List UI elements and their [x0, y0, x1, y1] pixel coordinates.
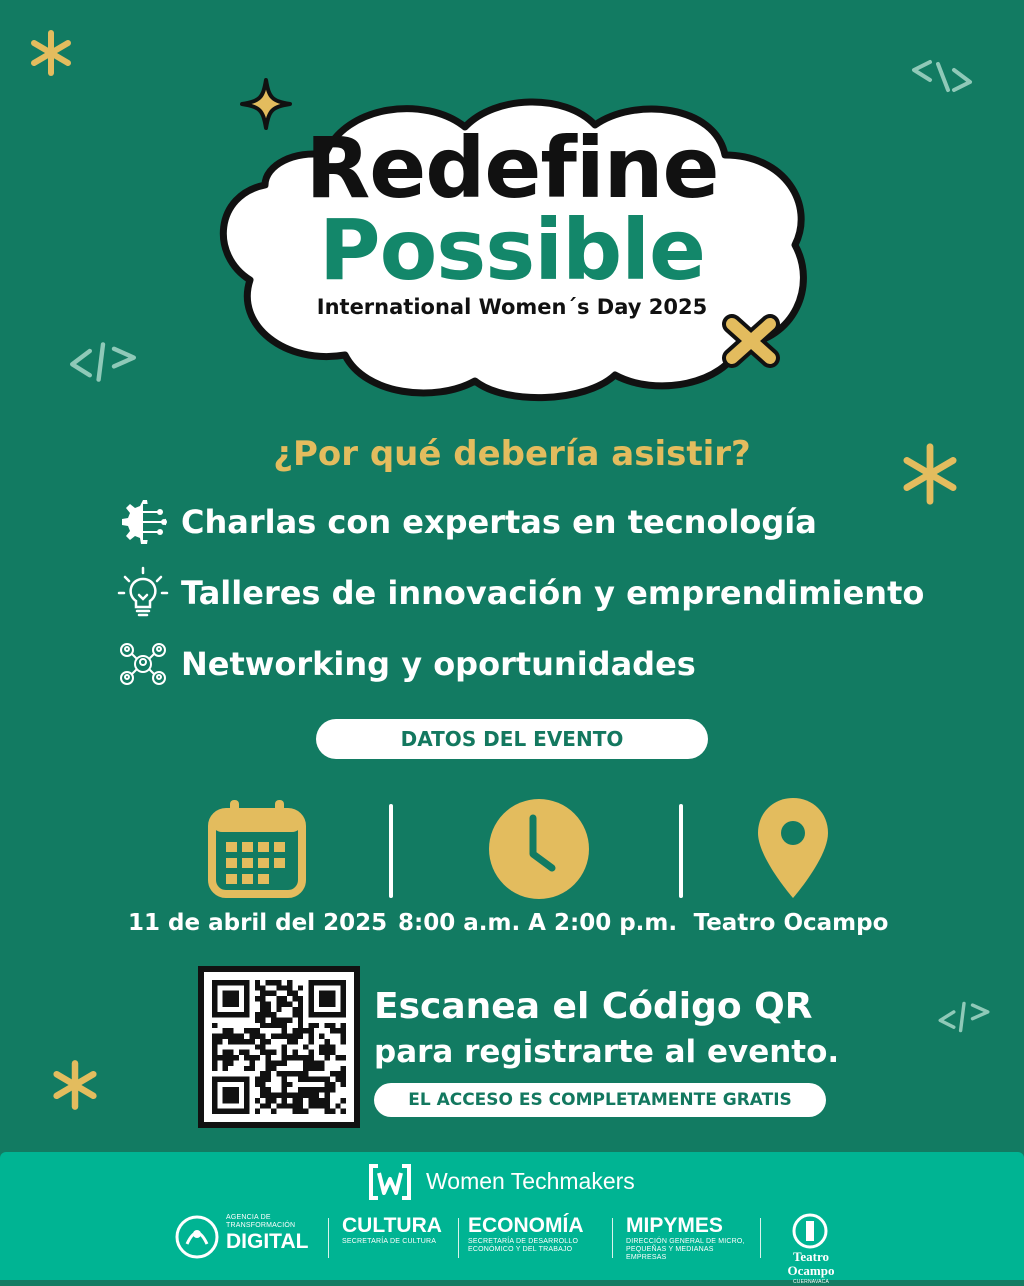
event-place: Teatro Ocampo	[693, 910, 889, 936]
registration-qr-code[interactable]	[198, 966, 360, 1128]
event-subtitle: International Women´s Day 2025	[316, 295, 708, 319]
benefit-text: Networking y oportunidades	[181, 645, 696, 683]
sponsor-teatro-ocampo: Teatro Ocampo CUERNAVACA	[787, 1249, 835, 1285]
divider	[389, 804, 393, 898]
code-tag-icon	[58, 340, 148, 384]
sponsor-cultura: CULTURA SECRETARÍA DE CULTURA	[342, 1214, 442, 1245]
asterisk-icon	[48, 1058, 102, 1112]
benefit-item	[115, 636, 696, 692]
title-redefine: Redefine	[305, 119, 719, 217]
code-tag-icon	[908, 56, 976, 96]
divider	[612, 1218, 613, 1258]
asterisk-icon	[26, 28, 76, 78]
divider	[679, 804, 683, 898]
divider	[760, 1218, 761, 1258]
women-techmakers-logo-icon	[368, 1163, 412, 1201]
event-date: 11 de abril del 2025	[128, 910, 388, 936]
network-people-icon	[115, 636, 171, 692]
calendar-icon	[208, 798, 306, 898]
benefit-item	[115, 565, 924, 621]
divider	[328, 1218, 329, 1258]
benefit-text: Talleres de innovación y emprendimiento	[181, 574, 925, 612]
code-tag-icon	[934, 1000, 994, 1034]
benefit-item	[115, 494, 817, 550]
lightbulb-icon	[115, 565, 171, 621]
x-mark-icon	[718, 310, 784, 372]
benefit-text: Charlas con expertas en tecnología	[181, 503, 817, 541]
title-possible: Possible	[319, 201, 705, 299]
divider	[458, 1218, 459, 1258]
organizer-name: Women Techmakers	[426, 1168, 635, 1194]
sponsor-economia: ECONOMÍA SECRETARÍA DE DESARROLLO ECONÓMICO Y DEL TRABAJO	[468, 1214, 584, 1253]
event-time: 8:00 a.m. A 2:00 p.m.	[398, 910, 678, 936]
clock-icon	[488, 798, 590, 900]
location-pin-icon	[756, 796, 830, 900]
gear-circuit-icon	[115, 494, 171, 550]
qr-code-pattern	[212, 980, 346, 1114]
agency-seal-icon	[174, 1214, 220, 1260]
scan-qr-heading: Escanea el Código QR	[374, 986, 813, 1027]
event-data-label: DATOS DEL EVENTO	[316, 719, 708, 759]
sponsor-digital: AGENCIA DE TRANSFORMACIÓN DIGITAL	[226, 1214, 309, 1253]
sponsor-mipymes: MIPYMES DIRECCIÓN GENERAL DE MICRO, PEQUEÑAS Y MEDIANAS EMPRESAS	[626, 1214, 745, 1261]
why-attend-heading: ¿Por qué debería asistir?	[273, 434, 751, 474]
scan-qr-subheading: para registrarte al evento.	[374, 1034, 840, 1070]
teatro-ocampo-logo-icon	[792, 1213, 828, 1249]
free-access-label: EL ACCESO ES COMPLETAMENTE GRATIS	[374, 1083, 826, 1117]
